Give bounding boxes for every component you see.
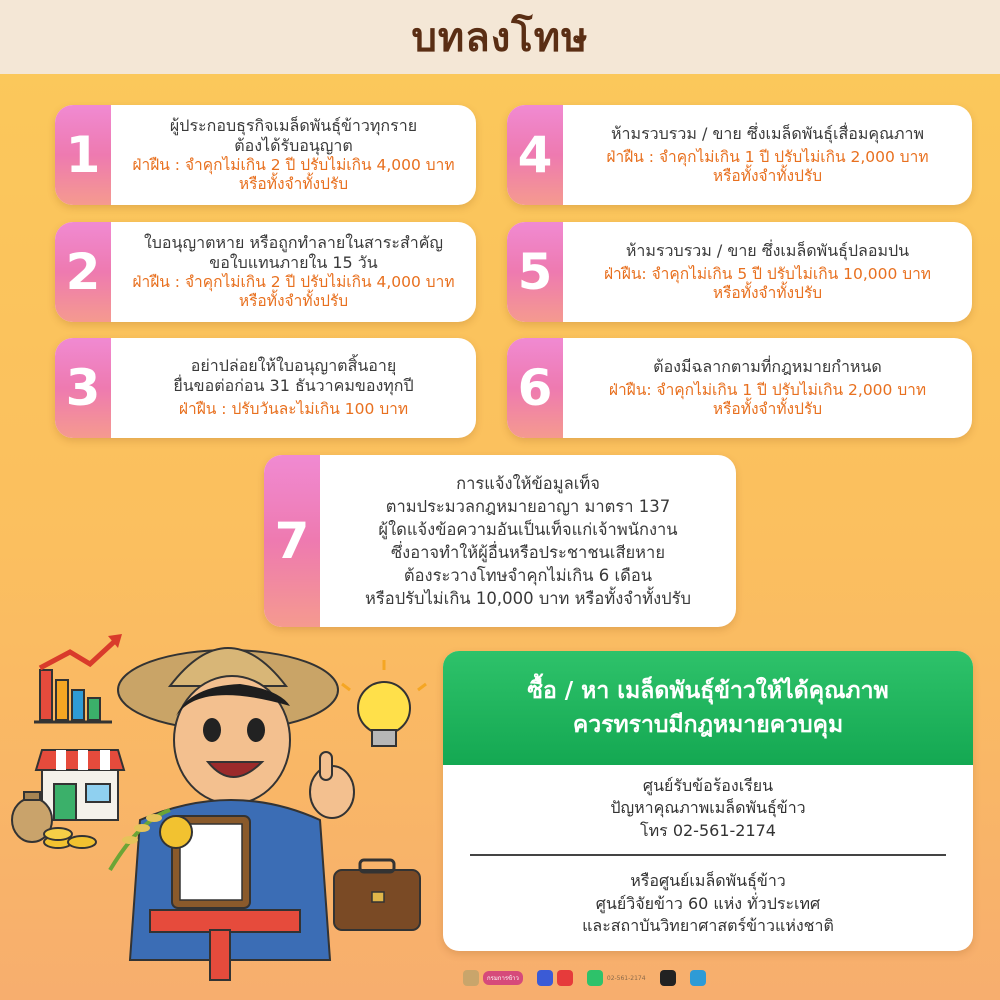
penalty-text: ฝ่าฝืน: จำคุกไม่เกิน 5 ปี ปรับไม่เกิน 10,000 บาท xyxy=(603,264,932,283)
rule-card-4 xyxy=(507,105,972,205)
tiktok-icon[interactable] xyxy=(660,970,676,986)
rule-text: ตามประมวลกฎหมายอาญา มาตรา 137 xyxy=(385,496,671,516)
rule-number: 1 xyxy=(55,105,111,205)
brand-text: กรมการข้าว xyxy=(483,971,523,985)
divider xyxy=(470,854,946,856)
info-line: และสถาบันวิทยาศาสตร์ข้าวแห่งชาติ xyxy=(582,915,834,935)
rule-number: 4 xyxy=(507,105,563,205)
coins-icon xyxy=(44,828,96,848)
rule-text: ซึ่งอาจทำให้ผู้อื่นหรือประชาชนเสียหาย xyxy=(390,543,665,562)
clipboard-icon xyxy=(160,816,250,908)
rule-text: ห้ามรวบรวม / ขาย ซึ่งเมล็ดพันธุ์เสื่อมคุณภาพ xyxy=(610,123,925,143)
seed-center xyxy=(443,870,973,937)
penalty-text: หรือทั้งจำทั้งปรับ xyxy=(712,167,823,185)
rule-text: ต้องระวางโทษจำคุกไม่เกิน 6 เดือน xyxy=(403,566,653,586)
penalty-text: หรือทั้งจำทั้งปรับ xyxy=(238,175,349,193)
footer-web[interactable] xyxy=(690,970,706,986)
rule-number: 3 xyxy=(55,338,111,438)
penalty-text: ฝ่าฝืน: จำคุกไม่เกิน 1 ปี ปรับไม่เกิน 2,000 บาท xyxy=(608,380,927,399)
rule-number: 6 xyxy=(507,338,563,438)
info-heading-line: ซื้อ / หา เมล็ดพันธุ์ข้าวให้ได้คุณภาพ xyxy=(527,677,889,704)
penalty-text: หรือทั้งจำทั้งปรับ xyxy=(712,400,823,418)
rule-text: ใบอนุญาตหาย หรือถูกทำลายในสาระสำคัญ xyxy=(143,232,444,252)
rule-card-1 xyxy=(55,105,476,205)
info-line: ศูนย์วิจัยข้าว 60 แห่ง ทั่วประเทศ xyxy=(595,893,821,913)
rule-text: การแจ้งให้ข้อมูลเท็จ xyxy=(456,473,600,493)
rule-text: ยื่นขอต่อก่อน 31 ธันวาคมของทุกปี xyxy=(173,376,414,396)
rule-text: ผู้ใดแจ้งข้อความอันเป็นเท็จแก่เจ้าพนักงาน xyxy=(378,519,678,539)
rule-number: 5 xyxy=(507,222,563,322)
complaint-center xyxy=(443,765,973,842)
rule-card-6 xyxy=(507,338,972,438)
rule-text: หรือปรับไม่เกิน 10,000 บาท หรือทั้งจำทั้งปรับ xyxy=(365,589,691,609)
farmer-illustration xyxy=(0,620,440,1000)
penalty-text: หรือทั้งจำทั้งปรับ xyxy=(238,292,349,310)
rule-card-3 xyxy=(55,338,476,438)
briefcase-icon xyxy=(334,860,420,930)
rule-number: 2 xyxy=(55,222,111,322)
info-line: ปัญหาคุณภาพเมล็ดพันธุ์ข้าว xyxy=(610,798,806,818)
footer-tiktok[interactable] xyxy=(660,970,676,986)
rule-card-2 xyxy=(55,222,476,322)
page-title: บทลงโทษ xyxy=(411,15,589,61)
info-heading-line: ควรทราบมีกฎหมายควบคุม xyxy=(572,712,844,738)
penalty-text: ฝ่าฝืน : จำคุกไม่เกิน 2 ปี ปรับไม่เกิน 4,000 บาท xyxy=(132,272,455,291)
footer-bar xyxy=(463,964,983,992)
footer-phone[interactable] xyxy=(587,970,646,986)
rule-text: ขอใบแทนภายใน 15 วัน xyxy=(209,252,378,272)
header-bar xyxy=(0,0,1000,74)
penalty-text: ฝ่าฝืน : จำคุกไม่เกิน 2 ปี ปรับไม่เกิน 4,000 บาท xyxy=(132,155,455,174)
web-icon[interactable] xyxy=(690,970,706,986)
info-box xyxy=(443,651,973,951)
phone-number: โทร 02-561-2174 xyxy=(640,820,776,840)
penalty-text: หรือทั้งจำทั้งปรับ xyxy=(712,284,823,302)
rule-card-5 xyxy=(507,222,972,322)
light-bulb-icon xyxy=(342,660,426,746)
facebook-icon[interactable] xyxy=(537,970,553,986)
rule-number: 7 xyxy=(264,455,320,627)
rule-text: ต้องมีฉลากตามที่กฎหมายกำหนด xyxy=(653,356,882,376)
penalty-text: ฝ่าฝืน : จำคุกไม่เกิน 1 ปี ปรับไม่เกิน 2,000 บาท xyxy=(606,147,929,166)
footer-phone-text: 02-561-2174 xyxy=(606,974,646,982)
footer-brand xyxy=(463,970,523,986)
youtube-icon[interactable] xyxy=(557,970,573,986)
bar-chart-arrow-icon xyxy=(34,634,122,722)
rule-text: อย่าปล่อยให้ใบอนุญาตสิ้นอายุ xyxy=(190,356,397,376)
rule-text: ผู้ประกอบธุรกิจเมล็ดพันธุ์ข้าวทุกราย xyxy=(169,115,418,135)
logo-icon xyxy=(463,970,479,986)
info-heading xyxy=(443,651,973,765)
phone-icon[interactable] xyxy=(587,970,603,986)
rule-text: ห้ามรวบรวม / ขาย ซึ่งเมล็ดพันธุ์ปลอมปน xyxy=(625,240,910,260)
footer-social[interactable] xyxy=(537,970,573,986)
info-line: ศูนย์รับข้อร้องเรียน xyxy=(642,776,774,795)
info-line: หรือศูนย์เมล็ดพันธุ์ข้าว xyxy=(630,871,786,891)
rule-text: ต้องได้รับอนุญาต xyxy=(234,135,353,155)
penalty-text: ฝ่าฝืน : ปรับวันละไม่เกิน 100 บาท xyxy=(178,400,409,419)
rule-card-7 xyxy=(264,455,736,627)
